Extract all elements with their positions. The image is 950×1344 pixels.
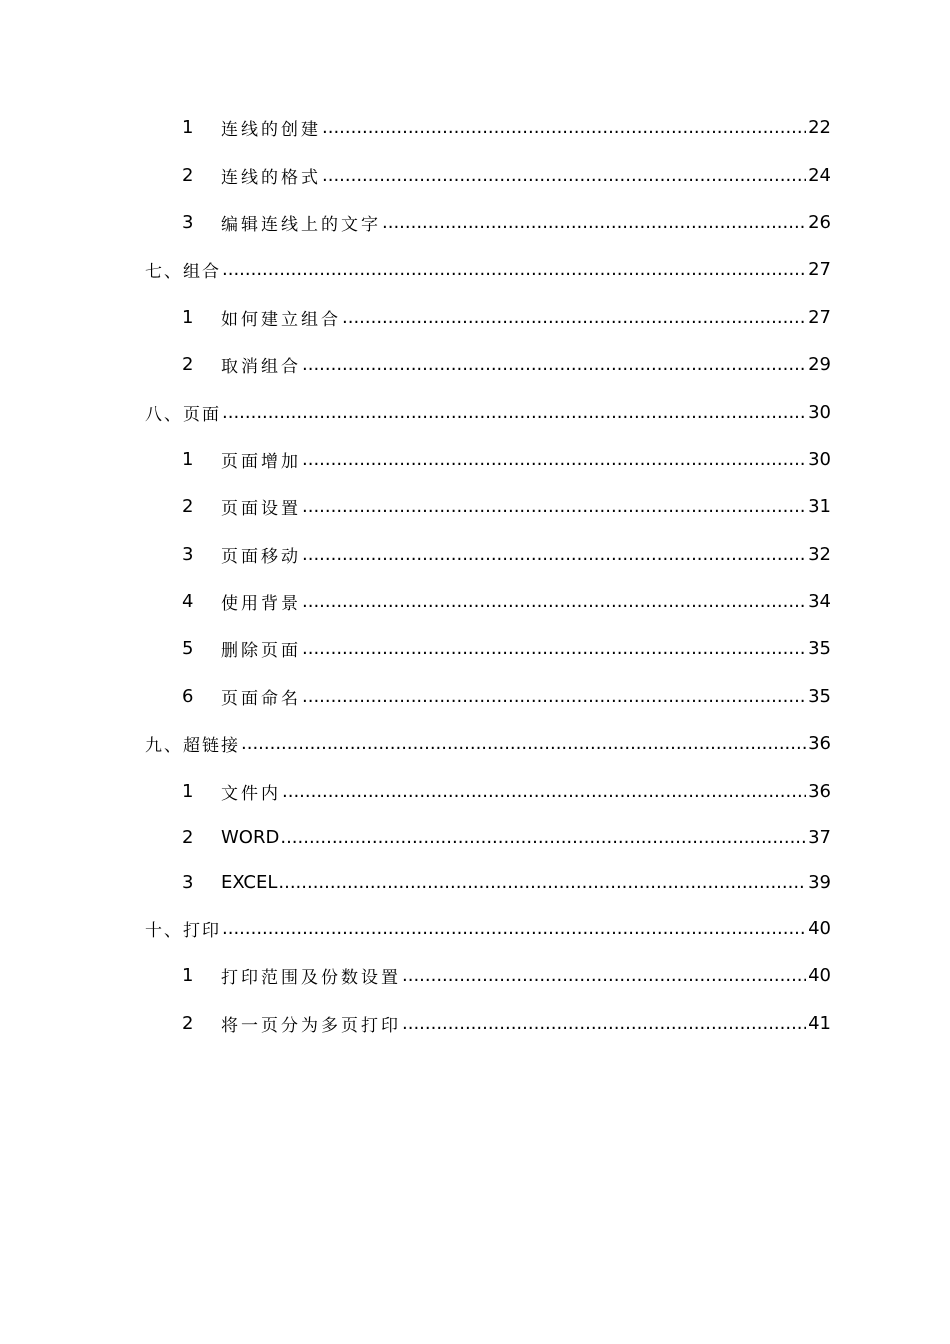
toc-dot-leader bbox=[322, 165, 806, 186]
toc-dot-leader bbox=[322, 117, 806, 138]
toc-entry[interactable] bbox=[0, 294, 950, 341]
toc-entry-page: 41 bbox=[808, 1012, 831, 1034]
toc-entry[interactable] bbox=[0, 1000, 950, 1047]
toc-dot-leader bbox=[222, 402, 806, 423]
toc-entry-page: 27 bbox=[808, 259, 831, 281]
toc-entry-number: 1 bbox=[182, 780, 194, 802]
toc-chapter[interactable] bbox=[0, 246, 950, 293]
toc-entry[interactable] bbox=[0, 952, 950, 999]
toc-entry[interactable] bbox=[0, 483, 950, 530]
toc-dot-leader bbox=[342, 307, 806, 328]
toc-dot-leader bbox=[278, 872, 806, 893]
toc-dot-leader bbox=[222, 918, 806, 939]
toc-dot-leader bbox=[402, 1013, 806, 1034]
toc-entry-title: 页面移动 bbox=[221, 546, 301, 567]
toc-dot-leader bbox=[302, 638, 806, 659]
toc-entry-title: WORD bbox=[221, 826, 280, 848]
toc-dot-leader bbox=[302, 449, 806, 470]
toc-entry-page: 31 bbox=[808, 496, 831, 518]
toc-entry[interactable] bbox=[0, 673, 950, 720]
toc-entry-title: 使用背景 bbox=[221, 594, 301, 615]
toc-entry-page: 30 bbox=[808, 401, 831, 423]
toc-dot-leader bbox=[282, 781, 806, 802]
toc-entry-page: 35 bbox=[808, 685, 831, 707]
toc-entry-number: 2 bbox=[182, 826, 194, 848]
toc-entry-title: 编辑连线上的文字 bbox=[221, 214, 381, 235]
toc-entry-number: 2 bbox=[182, 164, 194, 186]
toc-chapter[interactable] bbox=[0, 388, 950, 435]
toc-dot-leader bbox=[302, 496, 806, 517]
toc-entry-number: 2 bbox=[182, 496, 194, 518]
toc-entry-title: 连线的格式 bbox=[221, 167, 321, 188]
toc-entry[interactable] bbox=[0, 199, 950, 246]
toc-entry[interactable] bbox=[0, 815, 950, 860]
toc-entry-page: 32 bbox=[808, 543, 831, 565]
toc-entry-title: 将一页分为多页打印 bbox=[221, 1015, 401, 1036]
toc-entry-page: 22 bbox=[808, 117, 831, 139]
toc-entry-title: 连线的创建 bbox=[221, 120, 321, 141]
toc-entry-title: 删除页面 bbox=[221, 641, 301, 662]
toc-entry-title: 取消组合 bbox=[221, 357, 301, 378]
toc-entry[interactable] bbox=[0, 436, 950, 483]
toc-entry-number: 1 bbox=[182, 306, 194, 328]
toc-entry-number: 3 bbox=[182, 543, 194, 565]
toc-dot-leader bbox=[222, 259, 806, 280]
toc-dot-leader bbox=[302, 544, 806, 565]
toc-chapter[interactable] bbox=[0, 905, 950, 952]
toc-chapter-title: 七、组合 bbox=[145, 262, 221, 283]
toc-entry[interactable] bbox=[0, 151, 950, 198]
toc-entry-number: 3 bbox=[182, 871, 194, 893]
toc-entry-number: 5 bbox=[182, 638, 194, 660]
toc-entry-number: 1 bbox=[182, 117, 194, 139]
toc-entry-page: 34 bbox=[808, 591, 831, 613]
toc-entry-number: 1 bbox=[182, 965, 194, 987]
toc-entry[interactable] bbox=[0, 625, 950, 672]
toc-entry-page: 27 bbox=[808, 306, 831, 328]
toc-entry-number: 1 bbox=[182, 448, 194, 470]
toc-dot-leader bbox=[302, 591, 806, 612]
toc-entry-number: 2 bbox=[182, 354, 194, 376]
toc-dot-leader bbox=[280, 827, 806, 848]
toc-entry-title: 页面增加 bbox=[221, 451, 301, 472]
toc-chapter-title: 十、打印 bbox=[145, 921, 221, 942]
toc-entry-page: 35 bbox=[808, 638, 831, 660]
toc-dot-leader bbox=[402, 965, 806, 986]
toc-entry-page: 37 bbox=[808, 826, 831, 848]
toc-entry[interactable] bbox=[0, 767, 950, 814]
toc-entry-title: EXCEL bbox=[221, 871, 278, 893]
toc-dot-leader bbox=[302, 686, 806, 707]
toc-entry-page: 40 bbox=[808, 965, 831, 987]
toc-entry[interactable] bbox=[0, 341, 950, 388]
toc-dot-leader bbox=[241, 733, 806, 754]
toc-entry[interactable] bbox=[0, 104, 950, 151]
toc-entry-page: 40 bbox=[808, 918, 831, 940]
toc-entry-number: 4 bbox=[182, 591, 194, 613]
toc-entry-page: 30 bbox=[808, 448, 831, 470]
toc-entry-number: 6 bbox=[182, 685, 194, 707]
table-of-contents bbox=[0, 104, 950, 1047]
toc-dot-leader bbox=[382, 212, 806, 233]
toc-entry-title: 如何建立组合 bbox=[221, 309, 341, 330]
toc-dot-leader bbox=[302, 354, 806, 375]
toc-entry-title: 打印范围及份数设置 bbox=[221, 968, 401, 989]
toc-entry[interactable] bbox=[0, 860, 950, 905]
toc-entry-page: 29 bbox=[808, 354, 831, 376]
toc-entry-number: 3 bbox=[182, 211, 194, 233]
toc-entry-title: 文件内 bbox=[221, 783, 281, 804]
toc-entry-page: 36 bbox=[808, 733, 831, 755]
toc-entry-title: 页面命名 bbox=[221, 688, 301, 709]
toc-entry-page: 24 bbox=[808, 164, 831, 186]
toc-chapter-title: 九、超链接 bbox=[145, 736, 240, 757]
toc-entry[interactable] bbox=[0, 578, 950, 625]
toc-entry-title: 页面设置 bbox=[221, 499, 301, 520]
toc-entry-page: 26 bbox=[808, 211, 831, 233]
toc-chapter[interactable] bbox=[0, 720, 950, 767]
toc-entry[interactable] bbox=[0, 531, 950, 578]
toc-chapter-title: 八、页面 bbox=[145, 404, 221, 425]
toc-entry-page: 39 bbox=[808, 871, 831, 893]
toc-entry-page: 36 bbox=[808, 780, 831, 802]
toc-entry-number: 2 bbox=[182, 1012, 194, 1034]
